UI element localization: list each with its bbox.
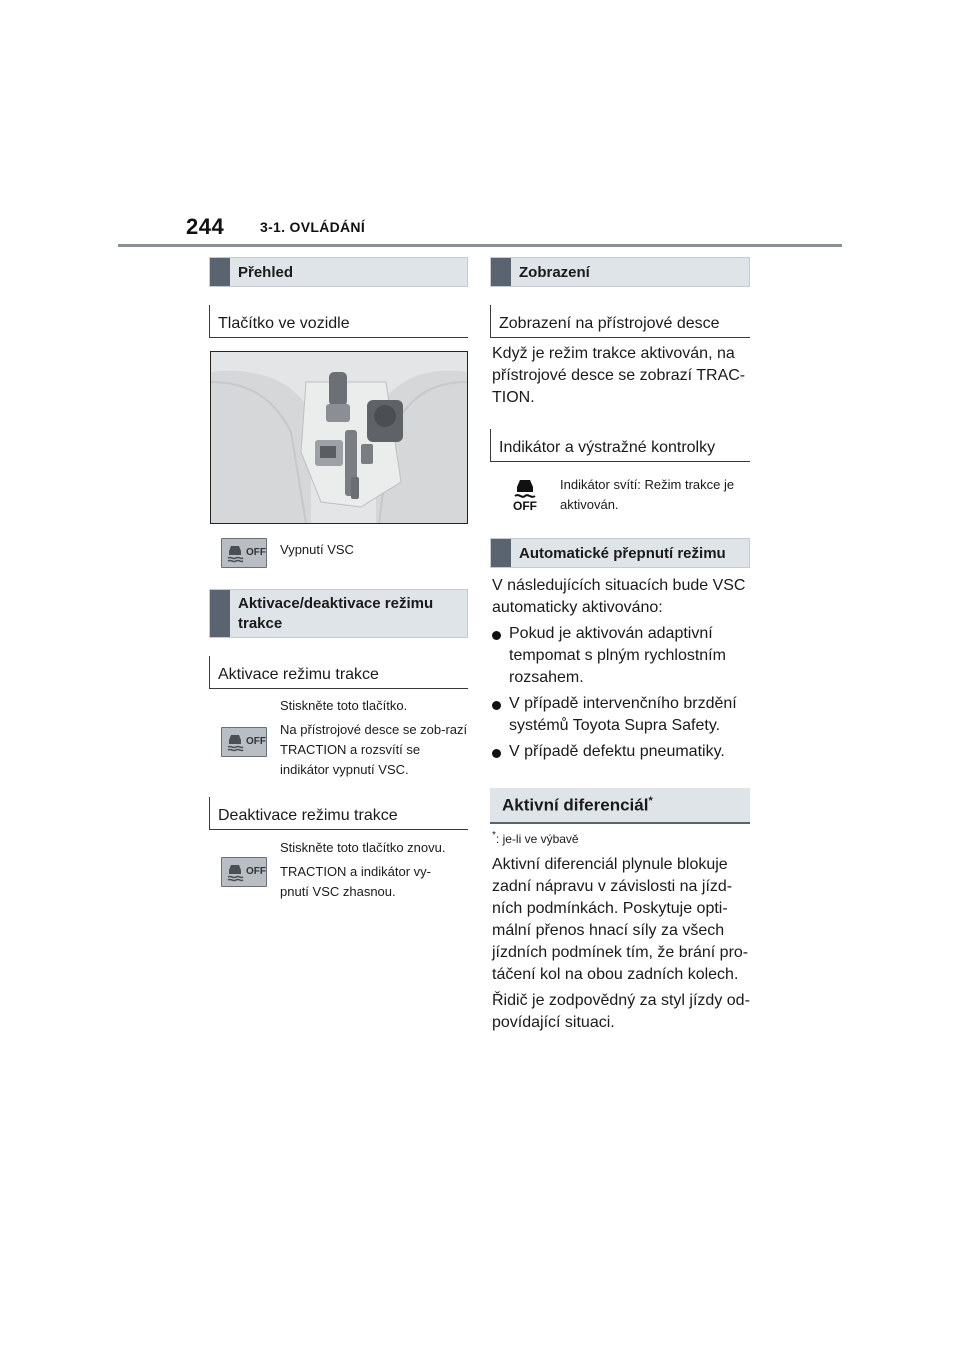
subheading-text: Deaktivace režimu trakce (218, 807, 398, 824)
subheading-text: Indikátor a výstražné kontrolky (499, 439, 716, 456)
differential-paragraph-2: Řidič je zodpovědný za styl jízdy od-povídající situaci. (492, 992, 750, 1031)
section-aktivace (209, 589, 468, 638)
subheading-deactivation (209, 797, 468, 830)
list-item (492, 693, 750, 737)
subheading-activation (209, 656, 468, 689)
footnote: *: je-li ve výbavě (492, 830, 579, 846)
vsc-off-button-icon (221, 857, 267, 887)
header-divider (118, 244, 842, 247)
section-title: Aktivní diferenciál* (502, 795, 653, 815)
subheading-indicator (490, 429, 750, 462)
page-number: 244 (186, 214, 225, 239)
list-item (492, 623, 750, 686)
section-title: Aktivace/deaktivace režimu trakce (238, 595, 434, 632)
traction-indicator-icon (512, 477, 538, 515)
list-item-text: V případě intervenčního brzdění systémů Toyota Supra Safety. (509, 695, 737, 734)
subheading-text: Aktivace režimu trakce (218, 666, 379, 683)
icon-label: OFF (246, 866, 266, 877)
differential-paragraph-1: Aktivní diferenciál plynule blokuje zadní nápravu v závislosti na jízd-ních podmínkách. Poskytuje opti-mální přenos hnací síly za všech jízdních podmínek tím, že brání pro-táčení kol na obou zadních kolech. (492, 856, 749, 983)
subheading-button-in-vehicle (209, 305, 468, 338)
section-prehled (209, 257, 468, 287)
center-console-photo (210, 351, 468, 524)
indicator-description: Indikátor svítí: Režim trakce je aktivován. (560, 477, 735, 512)
vsc-off-button-icon (221, 538, 267, 568)
activation-step-1: Stiskněte toto tlačítko. (280, 698, 408, 713)
section-title: Automatické přepnutí režimu (519, 545, 726, 562)
icon-label: OFF (513, 499, 537, 513)
section-title: Zobrazení (519, 264, 590, 281)
section-auto-switch (490, 538, 750, 568)
section-marker (491, 258, 511, 286)
vsc-off-label: Vypnutí VSC (280, 542, 354, 557)
subheading-display (490, 305, 750, 338)
list-item-text: Pokud je aktivován adaptivní tempomat s plným rychlostním rozsahem. (509, 625, 726, 686)
bullet-icon (492, 701, 501, 710)
section-title: Přehled (238, 264, 294, 281)
section-marker (210, 258, 230, 286)
section-marker (491, 539, 511, 567)
bullet-icon (492, 749, 501, 758)
vsc-off-button-icon (221, 727, 267, 757)
list-item (492, 741, 750, 763)
display-paragraph: Když je režim trakce aktivován, na přístrojové desce se zobrazí TRAC-TION. (492, 345, 746, 406)
bullet-icon (492, 631, 501, 640)
icon-label: OFF (246, 547, 266, 558)
deactivation-step-2: TRACTION a indikátor vy-pnutí VSC zhasnou. (280, 864, 431, 899)
section-zobrazeni (490, 257, 750, 287)
deactivation-step-1: Stiskněte toto tlačítko znovu. (280, 840, 446, 855)
section-active-differential (490, 788, 750, 824)
subheading-text: Tlačítko ve vozidle (218, 315, 350, 332)
auto-switch-intro: V následujících situacích bude VSC automaticky aktivováno: (492, 577, 746, 616)
activation-step-2: Na přístrojové desce se zob-razí TRACTION a rozsvítí se indikátor vypnutí VSC. (280, 722, 468, 777)
center-console-illustration (211, 352, 467, 523)
icon-label: OFF (246, 736, 266, 747)
list-item-text: V případě defektu pneumatiky. (509, 743, 725, 760)
section-marker (210, 590, 230, 637)
subheading-text: Zobrazení na přístrojové desce (499, 315, 720, 332)
chapter-title: 3-1. OVLÁDÁNÍ (260, 219, 366, 235)
